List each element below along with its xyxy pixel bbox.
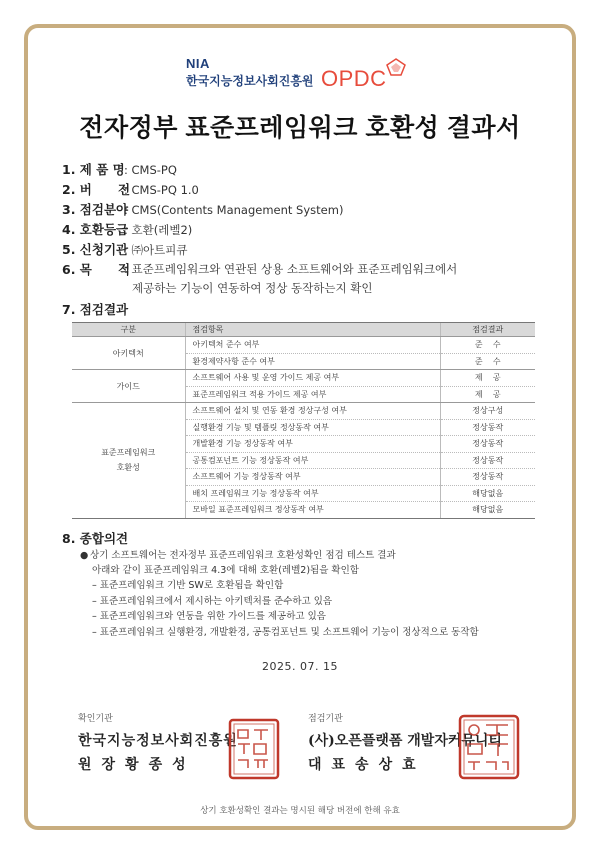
header-category: 구분 — [72, 323, 185, 337]
info-label: 5. 신청기관 — [62, 242, 129, 257]
item-cell: 모바일 표준프레임워크 정상동작 여부 — [185, 502, 440, 519]
inspect-org-rep: 대표송상효 — [308, 757, 426, 773]
opdc-logo-icon — [386, 58, 406, 76]
nia-official-seal — [228, 718, 280, 780]
confirm-org-label: 확인기관 — [78, 714, 113, 724]
table-row — [72, 370, 535, 387]
table-row — [72, 337, 535, 354]
info-label: 3. 점검분야 — [62, 202, 129, 217]
result-cell: 해당없음 — [440, 502, 535, 519]
nia-logo-text: NIA — [186, 56, 210, 71]
header-logos — [186, 56, 426, 92]
info-value: : ㈜아트피큐 — [124, 243, 188, 257]
result-cell: 정상동작 — [440, 419, 535, 436]
info-value — [124, 260, 542, 298]
item-cell: 소프트웨어 기능 정상동작 여부 — [185, 469, 440, 486]
section-8-title: 8. 종합의견 — [62, 531, 129, 546]
summary-item: – 표준프레임워크 기반 SW로 호환됨을 확인함 — [92, 580, 284, 591]
confirm-org-rep: 원장황종성 — [78, 757, 196, 773]
purpose-line-1: : 표준프레임워크와 연관된 상용 소프트웨어와 표준프레임워크에서 — [124, 262, 458, 276]
category-line: 호환성 — [116, 463, 140, 473]
result-cell: 준 수 — [440, 353, 535, 370]
header-result: 점검결과 — [440, 323, 535, 337]
info-label: 6. 목 적 — [62, 262, 131, 277]
item-cell: 표준프레임워크 적용 가이드 제공 여부 — [185, 386, 440, 403]
product-info — [62, 160, 542, 300]
inspect-org-name: (사)오픈플랫폼 개발자커뮤니티 — [308, 733, 502, 749]
item-cell: 소프트웨어 사용 및 운영 가이드 제공 여부 — [185, 370, 440, 387]
info-value: : CMS(Contents Management System) — [124, 203, 344, 217]
item-cell: 환경제약사항 준수 여부 — [185, 353, 440, 370]
nia-org-name: 한국지능정보사회진흥원 — [186, 74, 314, 88]
header-item: 점검항목 — [185, 323, 440, 337]
category-cell: 가이드 — [72, 370, 185, 403]
table-row — [72, 403, 535, 420]
bullet-icon: ● — [80, 550, 89, 561]
result-cell: 정상동작 — [440, 452, 535, 469]
results-table — [72, 322, 535, 519]
inspect-org-label: 점검기관 — [308, 714, 343, 724]
result-cell: 정상동작 — [440, 469, 535, 486]
info-label: 2. 버 전 — [62, 182, 131, 197]
item-cell: 개발환경 기능 정상동작 여부 — [185, 436, 440, 453]
info-row-field — [62, 200, 542, 220]
document-title: 전자정부 표준프레임워크 호환성 결과서 — [79, 114, 521, 142]
category-line: 표준프레임워크 — [101, 448, 156, 458]
info-row-applicant — [62, 240, 542, 260]
issue-date: 2025. 07. 15 — [262, 660, 338, 673]
summary-item: – 표준프레임워크 실행환경, 개발환경, 공통컴포넌트 및 소프트웨어 기능이 정상적으로 동작함 — [92, 626, 479, 638]
info-value: : CMS-PQ 1.0 — [124, 183, 199, 197]
confirm-org-name: 한국지능정보사회진흥원 — [78, 733, 238, 749]
result-cell: 제 공 — [440, 386, 535, 403]
summary-line-2: 아래와 같이 표준프레임워크 4.3에 대해 호환(레벨2)됨을 확인함 — [92, 565, 359, 576]
section-7-title: 7. 점검결과 — [62, 302, 129, 317]
result-cell: 준 수 — [440, 337, 535, 354]
info-row-product — [62, 160, 542, 180]
info-row-grade — [62, 220, 542, 240]
summary-item: – 표준프레임워크와 연동을 위한 가이드를 제공하고 있음 — [92, 611, 326, 622]
summary-line-1 — [80, 548, 540, 563]
info-value: : 호환(레벨2) — [124, 223, 193, 237]
summary-text: 상기 소프트웨어는 전자정부 표준프레임워크 호환성확인 점검 테스트 결과 — [90, 550, 396, 561]
purpose-line-2: 제공하는 기능이 연동하여 정상 동작하는지 확인 — [132, 281, 373, 295]
item-cell: 소프트웨어 설치 및 연동 환경 정상구성 여부 — [185, 403, 440, 420]
validity-footnote: 상기 호환성확인 결과는 명시된 해당 버전에 한해 유효 — [200, 806, 400, 816]
info-value: : CMS-PQ — [124, 163, 177, 177]
item-cell: 실행환경 기능 및 템플릿 정상동작 여부 — [185, 419, 440, 436]
result-cell: 정상동작 — [440, 436, 535, 453]
item-cell: 아키텍처 준수 여부 — [185, 337, 440, 354]
category-cell — [72, 403, 185, 519]
info-row-purpose — [62, 260, 542, 300]
info-label: 1. 제 품 명 — [62, 162, 125, 177]
result-cell: 정상구성 — [440, 403, 535, 420]
item-cell: 배치 프레임워크 기능 정상동작 여부 — [185, 485, 440, 502]
table-header-row — [72, 323, 535, 337]
result-cell: 제 공 — [440, 370, 535, 387]
info-row-version — [62, 180, 542, 200]
opdc-logo-text: OPDC — [321, 66, 387, 91]
summary-item: – 표준프레임워크에서 제시하는 아키텍처를 준수하고 있음 — [92, 595, 333, 607]
summary-opinion — [80, 548, 540, 640]
info-label: 4. 호환등급 — [62, 222, 129, 237]
result-cell: 해당없음 — [440, 485, 535, 502]
category-cell: 아키텍처 — [72, 337, 185, 370]
opdc-official-seal — [458, 714, 520, 780]
item-cell: 공통컴포넌트 기능 정상동작 여부 — [185, 452, 440, 469]
